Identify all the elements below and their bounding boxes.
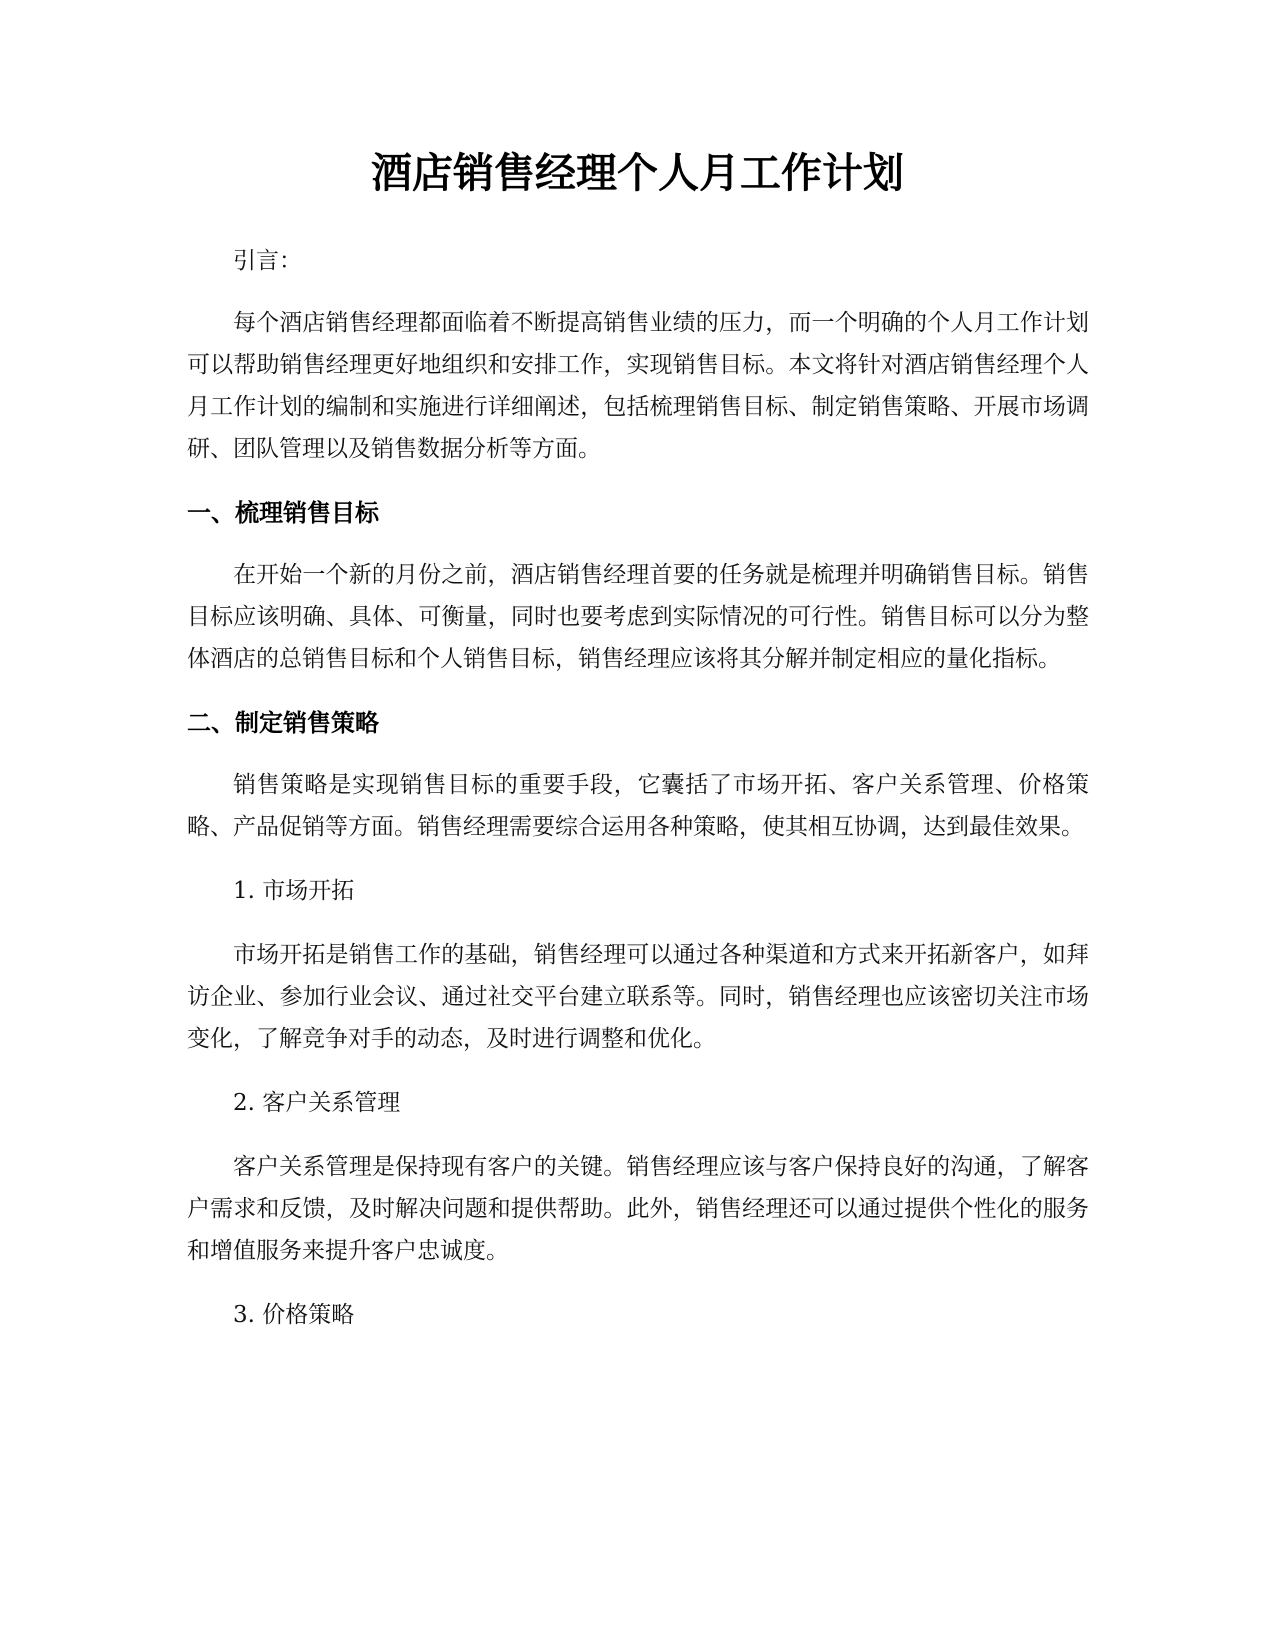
- section-heading-1: 一、梳理销售目标: [187, 499, 379, 527]
- section-2-paragraph: 销售策略是实现销售目标的重要手段，它囊括了市场开拓、客户关系管理、价格策略、产品促销等方面。销售经理需要综合运用各种策略，使其相互协调，达到最佳效果。: [187, 772, 1089, 840]
- subsection-label-customer-relationship: 2. 客户关系管理: [233, 1090, 401, 1116]
- section-heading-2: 二、制定销售策略: [187, 709, 379, 737]
- intro-label: 引言：: [233, 248, 302, 274]
- subsection-paragraph-market-expansion: 市场开拓是销售工作的基础，销售经理可以通过各种渠道和方式来开拓新客户，如拜访企业、参加行业会议、通过社交平台建立联系等。同时，销售经理也应该密切关注市场变化，了解竞争对手的动态，及时进行调整和优化。: [187, 942, 1089, 1052]
- document-body: [187, 240, 1089, 1358]
- section-1-paragraph: 在开始一个新的月份之前，酒店销售经理首要的任务就是梳理并明确销售目标。销售目标应该明确、具体、可衡量，同时也要考虑到实际情况的可行性。销售目标可以分为整体酒店的总销售目标和个人销售目标，销售经理应该将其分解并制定相应的量化指标。: [187, 562, 1089, 672]
- intro-paragraph: 每个酒店销售经理都面临着不断提高销售业绩的压力，而一个明确的个人月工作计划可以帮助销售经理更好地组织和安排工作，实现销售目标。本文将针对酒店销售经理个人月工作计划的编制和实施进行详细阐述，包括梳理销售目标、制定销售策略、开展市场调研、团队管理以及销售数据分析等方面。: [187, 310, 1089, 462]
- subsection-label-market-expansion: 1. 市场开拓: [233, 878, 355, 904]
- document-title: 酒店销售经理个人月工作计划: [371, 149, 904, 197]
- subsection-paragraph-customer-relationship: 客户关系管理是保持现有客户的关键。销售经理应该与客户保持良好的沟通，了解客户需求和反馈，及时解决问题和提供帮助。此外，销售经理还可以通过提供个性化的服务和增值服务来提升客户忠诚度。: [187, 1154, 1089, 1264]
- subsection-label-pricing-strategy: 3. 价格策略: [233, 1302, 355, 1328]
